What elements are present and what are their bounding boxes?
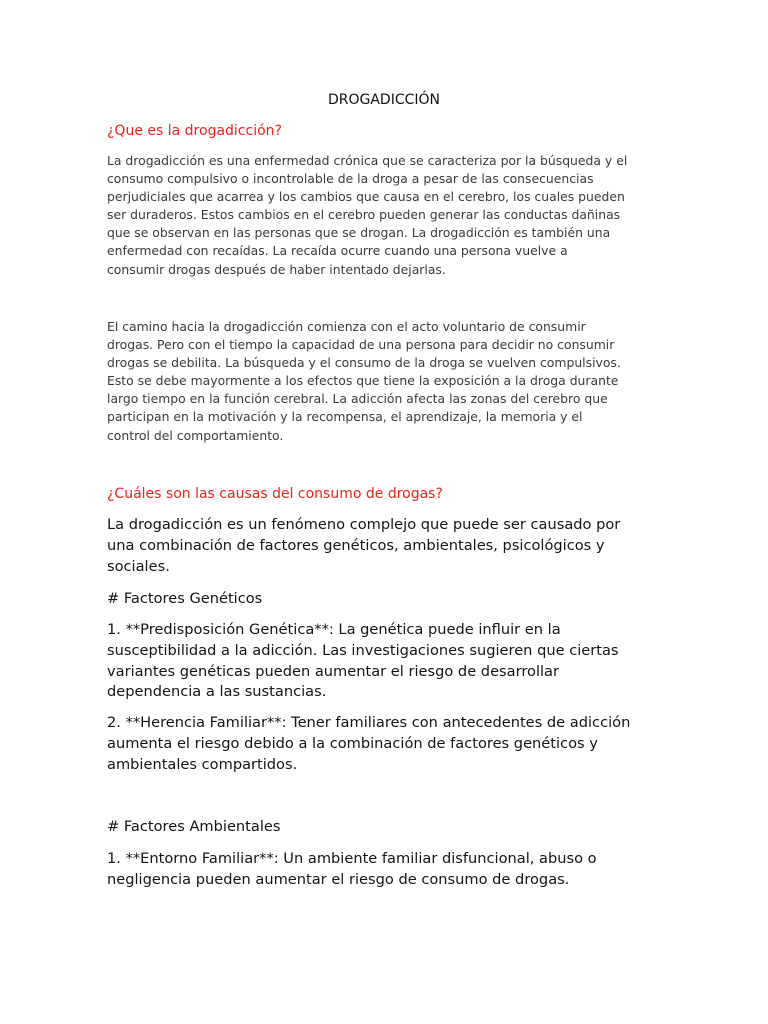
paragraph-path-to-addiction: El camino hacia la drogadicción comienza con el acto voluntario de consumir drogas. Pero con el tiempo la capacidad de una persona para decidir no consumir drogas se debilita. La búsqueda y el consumo de la droga se vuelven compulsivos. Esto se debe mayormente a los efectos que tiene la exposición a la droga durante largo tiempo en la función cerebral. La adicción afecta las zonas del cerebro que participan en la motivación y la recompensa, el aprendizaje, la memoria y el control del comportamiento.: [107, 319, 621, 443]
section-heading-environmental: # Factores Ambientales: [107, 818, 281, 835]
list-item-family-heredity: 2. **Herencia Familiar**: Tener familiares con antecedentes de adicción aumenta el riesgo debido a la combinación de factores genéticos y ambientales compartidos.: [107, 714, 631, 773]
heading-causes: ¿Cuáles son las causas del consumo de drogas?: [107, 486, 443, 502]
paragraph-causes-intro: La drogadicción es un fenómeno complejo que puede ser causado por una combinación de factores genéticos, ambientales, psicológicos y sociales.: [107, 516, 621, 575]
list-item-genetic-predisposition: 1. **Predisposición Genética**: La genética puede influir en la susceptibilidad a la adicción. Las investigaciones sugieren que ciertas variantes genéticas pueden aumentar el riesgo de desarrollar dependencia a las sustancias.: [107, 621, 619, 701]
document-title: DROGADICCIÓN: [327, 92, 441, 108]
paragraph-definition: La drogadicción es una enfermedad crónica que se caracteriza por la búsqueda y el consumo compulsivo o incontrolable de la droga a pesar de las consecuencias perjudiciales que acarrea y los cambios que causa en el cerebro, los cuales pueden ser duraderos. Estos cambios en el cerebro pueden generar las conductas dañinas que se observan en las personas que se drogan. La drogadicción es también una enfermedad con recaídas. La recaída ocurre cuando una persona vuelve a consumir drogas después de haber intentado dejarlas.: [107, 153, 628, 277]
heading-what-is-drug-addiction: ¿Que es la drogadicción?: [107, 123, 282, 139]
list-item-family-environment: 1. **Entorno Familiar**: Un ambiente familiar disfuncional, abuso o negligencia pueden aumentar el riesgo de consumo de drogas.: [107, 850, 597, 888]
section-heading-genetic: # Factores Genéticos: [107, 590, 263, 607]
